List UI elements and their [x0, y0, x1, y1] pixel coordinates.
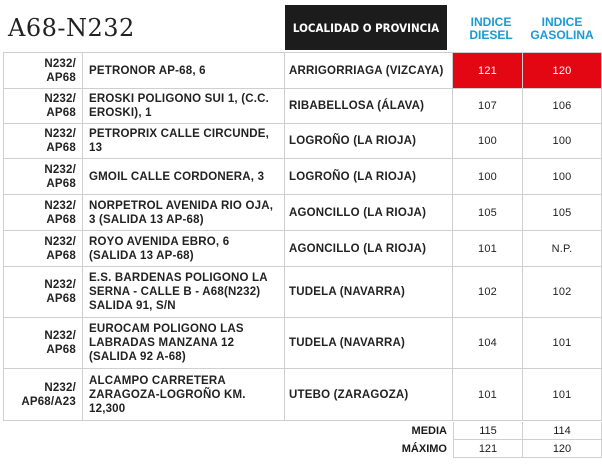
summary-row-average — [3, 422, 602, 440]
station-location: TUDELA (NAVARRA) — [285, 267, 453, 317]
table-row — [3, 369, 602, 421]
column-header-location: LOCALIDAD O PROVINCIA — [285, 5, 447, 50]
diesel-index: 121 — [453, 53, 523, 88]
station-name: PETRONOR AP-68, 6 — [83, 53, 285, 88]
gasoline-index: 106 — [523, 89, 602, 123]
road-cell — [3, 231, 83, 266]
summary-label: MÁXIMO — [401, 443, 447, 455]
gasoline-index: 101 — [523, 369, 602, 420]
diesel-index: 101 — [453, 231, 523, 266]
road-code: N232/ — [44, 235, 76, 248]
summary-label: MEDIA — [411, 425, 447, 437]
gasoline-index: 100 — [523, 124, 602, 158]
station-name: ROYO AVENIDA EBRO, 6 (SALIDA 13 AP-68) — [83, 231, 285, 266]
station-location: ARRIGORRIAGA (VIZCAYA) — [285, 53, 453, 88]
road-code: N232/ — [44, 93, 76, 105]
road-cell — [3, 89, 83, 123]
station-location: TUDELA (NAVARRA) — [285, 318, 453, 368]
gasoline-index: 120 — [523, 53, 602, 88]
gasoline-index: 101 — [523, 318, 602, 368]
summary-diesel: 115 — [453, 422, 523, 440]
gasoline-index: N.P. — [523, 231, 602, 266]
column-header-gasoline-line1: INDICE — [541, 15, 583, 29]
station-name: NORPETROL AVENIDA RIO OJA, 3 (SALIDA 13 AP-68) — [83, 195, 285, 230]
station-name: EUROCAM POLIGONO LAS LABRADAS MANZANA 12 (SALIDA 92 A-68) — [83, 318, 285, 368]
gasoline-index: 100 — [523, 159, 602, 194]
road-cell — [3, 159, 83, 194]
road-code: AP68 — [46, 142, 76, 154]
station-name: EROSKI POLIGONO SUI 1, (C.C. EROSKI), 1 — [83, 89, 285, 123]
road-code: N232/ — [44, 381, 76, 394]
column-header-gasoline-line2: GASOLINA — [530, 28, 594, 42]
gasoline-index: 105 — [523, 195, 602, 230]
road-code: AP68 — [46, 177, 76, 190]
station-location: RIBABELLOSA (ÁLAVA) — [285, 89, 453, 123]
column-header-diesel-line2: DIESEL — [469, 28, 513, 42]
table-row — [3, 89, 602, 124]
gasoline-index: 102 — [523, 267, 602, 317]
road-code: AP68 — [46, 71, 76, 84]
diesel-index: 104 — [453, 318, 523, 368]
road-cell — [3, 267, 83, 317]
road-code: AP68 — [46, 249, 76, 262]
page-title: A68-N232 — [8, 14, 135, 42]
summary-diesel: 121 — [453, 440, 523, 458]
price-table — [3, 52, 602, 421]
station-location: AGONCILLO (LA RIOJA) — [285, 231, 453, 266]
road-cell — [3, 369, 83, 420]
diesel-index: 100 — [453, 124, 523, 158]
table-row — [3, 231, 602, 267]
summary-block — [3, 422, 602, 458]
diesel-index: 100 — [453, 159, 523, 194]
column-header-gasoline — [527, 8, 597, 50]
road-code: AP68 — [46, 107, 76, 119]
road-code: N232/ — [44, 330, 76, 342]
summary-gasoline: 120 — [523, 440, 602, 458]
road-code: N232/ — [44, 199, 76, 212]
station-location: LOGROÑO (LA RIOJA) — [285, 159, 453, 194]
station-location: LOGROÑO (LA RIOJA) — [285, 124, 453, 158]
table-row — [3, 318, 602, 369]
table-row — [3, 195, 602, 231]
summary-gasoline: 114 — [523, 422, 602, 440]
summary-row-max — [3, 440, 602, 458]
station-name: E.S. BARDENAS POLIGONO LA SERNA - CALLE B - A68(N232) SALIDA 91, S/N — [83, 267, 285, 317]
diesel-index: 101 — [453, 369, 523, 420]
road-code: AP68 — [46, 213, 76, 226]
diesel-index: 102 — [453, 267, 523, 317]
table-row — [3, 52, 602, 89]
road-cell — [3, 53, 83, 88]
road-code: N232/ — [44, 279, 76, 291]
road-code: AP68 — [46, 344, 76, 356]
diesel-index: 105 — [453, 195, 523, 230]
station-location: UTEBO (ZARAGOZA) — [285, 369, 453, 420]
column-header-diesel-line1: INDICE — [470, 15, 512, 29]
road-code: N232/ — [44, 57, 76, 70]
station-name: GMOIL CALLE CORDONERA, 3 — [83, 159, 285, 194]
road-code: AP68 — [46, 293, 76, 305]
road-code: N232/ — [44, 128, 76, 140]
station-name: ALCAMPO CARRETERA ZARAGOZA-LOGROÑO KM. 12,300 — [83, 369, 285, 420]
table-row — [3, 124, 602, 159]
road-cell — [3, 124, 83, 158]
station-name: PETROPRIX CALLE CIRCUNDE, 13 — [83, 124, 285, 158]
table-row — [3, 159, 602, 195]
road-cell — [3, 318, 83, 368]
table-row — [3, 267, 602, 318]
diesel-index: 107 — [453, 89, 523, 123]
road-code: N232/ — [44, 163, 76, 176]
column-header-diesel — [458, 8, 524, 50]
road-code: AP68/A23 — [21, 395, 76, 408]
station-location: AGONCILLO (LA RIOJA) — [285, 195, 453, 230]
road-cell — [3, 195, 83, 230]
